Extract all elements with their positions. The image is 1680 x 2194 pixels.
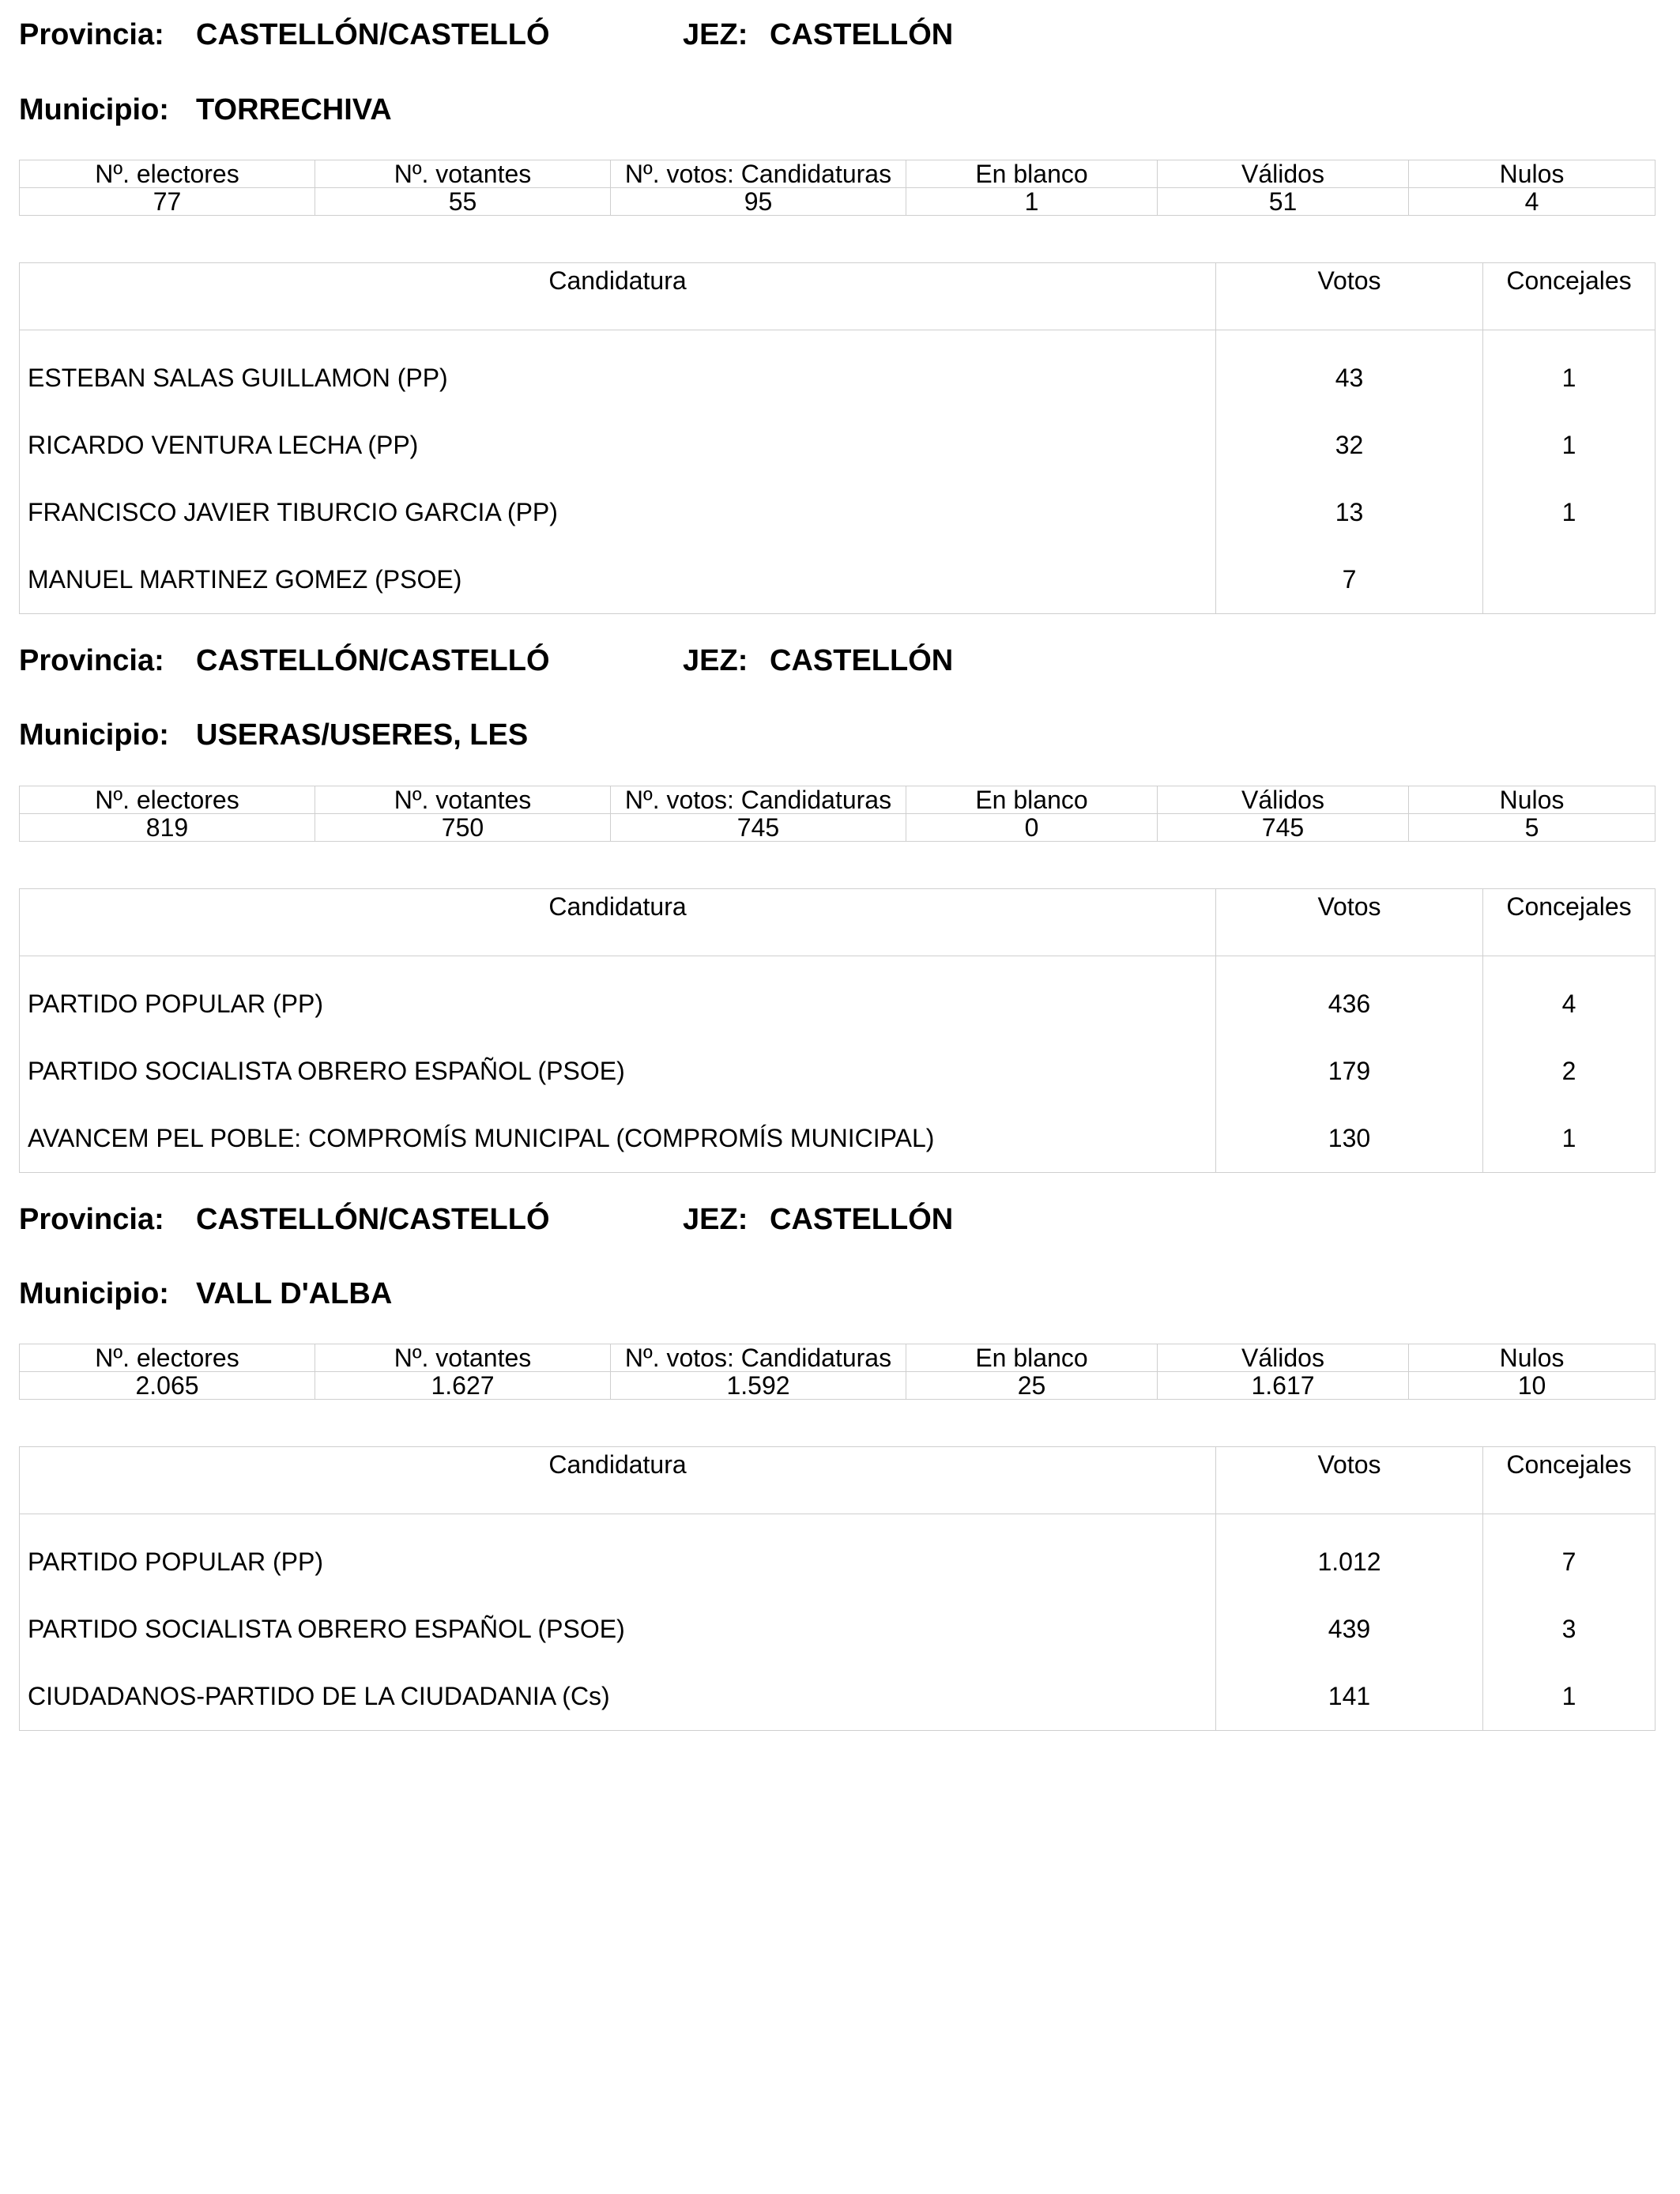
candidates-table	[19, 1446, 1656, 1731]
stats-value-cell: 745	[1158, 814, 1409, 842]
candidates-header-row	[20, 889, 1656, 956]
candidates-header-row	[20, 1447, 1656, 1514]
candidatura-header: Candidatura	[20, 1447, 1216, 1514]
concejales-header: Concejales	[1483, 889, 1656, 956]
concejales-header: Concejales	[1483, 263, 1656, 330]
candidates-table	[19, 888, 1656, 1173]
votos-header: Votos	[1216, 1447, 1483, 1514]
jez-value: CASTELLÓN	[770, 644, 954, 677]
stats-header-cell: Nulos	[1409, 160, 1656, 188]
stats-header-cell: Nulos	[1409, 1344, 1656, 1372]
candidates-header-row	[20, 263, 1656, 330]
candidate-name: FRANCISCO JAVIER TIBURCIO GARCIA (PP)	[20, 479, 1216, 546]
municipio-value: VALL D'ALBA	[196, 1277, 393, 1310]
candidate-concejales: 1	[1483, 1105, 1656, 1173]
stats-value-row	[20, 1372, 1656, 1400]
provincia-header	[19, 16, 1653, 54]
candidate-name: AVANCEM PEL POBLE: COMPROMÍS MUNICIPAL (COMPROMÍS MUNICIPAL)	[20, 1105, 1216, 1173]
stats-header-cell: Nº. electores	[20, 786, 315, 814]
jez-label: JEZ:	[683, 644, 748, 677]
candidate-votos: 439	[1216, 1596, 1483, 1663]
jez-value: CASTELLÓN	[770, 1203, 954, 1236]
candidate-votos: 141	[1216, 1663, 1483, 1731]
stats-value-row	[20, 188, 1656, 216]
candidatura-header: Candidatura	[20, 889, 1216, 956]
candidate-concejales: 1	[1483, 412, 1656, 479]
stats-header-cell: Nº. votantes	[315, 786, 611, 814]
concejales-header: Concejales	[1483, 1447, 1656, 1514]
candidate-votos: 179	[1216, 1038, 1483, 1105]
stats-table	[19, 1344, 1656, 1400]
stats-value-cell: 1.627	[315, 1372, 611, 1400]
candidate-row	[20, 956, 1656, 1039]
candidate-votos: 436	[1216, 956, 1483, 1039]
candidate-name: PARTIDO POPULAR (PP)	[20, 956, 1216, 1039]
candidate-votos: 7	[1216, 546, 1483, 614]
stats-value-cell: 1.617	[1158, 1372, 1409, 1400]
candidate-name: PARTIDO SOCIALISTA OBRERO ESPAÑOL (PSOE)	[20, 1596, 1216, 1663]
candidate-votos: 13	[1216, 479, 1483, 546]
stats-value-cell: 4	[1409, 188, 1656, 216]
municipio-label: Municipio:	[19, 93, 169, 126]
jez-value: CASTELLÓN	[770, 18, 954, 51]
provincia-label: Provincia:	[19, 1203, 164, 1236]
stats-value-cell: 5	[1409, 814, 1656, 842]
municipio-label: Municipio:	[19, 1277, 169, 1310]
stats-header-cell: Nº. votos: Candidaturas	[611, 160, 906, 188]
candidate-concejales: 1	[1483, 479, 1656, 546]
provincia-label: Provincia:	[19, 18, 164, 51]
stats-value-cell: 2.065	[20, 1372, 315, 1400]
municipio-header	[19, 1275, 1653, 1313]
candidate-concejales: 7	[1483, 1514, 1656, 1596]
candidate-name: RICARDO VENTURA LECHA (PP)	[20, 412, 1216, 479]
candidate-concejales: 1	[1483, 1663, 1656, 1731]
votos-header: Votos	[1216, 889, 1483, 956]
stats-header-cell: Nº. electores	[20, 1344, 315, 1372]
candidate-name: PARTIDO SOCIALISTA OBRERO ESPAÑOL (PSOE)	[20, 1038, 1216, 1105]
candidate-row	[20, 1038, 1656, 1105]
candidate-votos: 32	[1216, 412, 1483, 479]
stats-header-cell: Nulos	[1409, 786, 1656, 814]
stats-value-cell: 819	[20, 814, 315, 842]
jez-label: JEZ:	[683, 1203, 748, 1236]
votos-header: Votos	[1216, 263, 1483, 330]
stats-value-cell: 0	[906, 814, 1158, 842]
municipio-value: USERAS/USERES, LES	[196, 718, 529, 752]
stats-header-cell: En blanco	[906, 160, 1158, 188]
candidate-votos: 43	[1216, 330, 1483, 413]
stats-value-cell: 77	[20, 188, 315, 216]
provincia-value: CASTELLÓN/CASTELLÓ	[196, 18, 550, 51]
stats-header-row	[20, 786, 1656, 814]
candidate-name: CIUDADANOS-PARTIDO DE LA CIUDADANIA (Cs)	[20, 1663, 1216, 1731]
municipio-header	[19, 91, 1653, 129]
stats-value-cell: 51	[1158, 188, 1409, 216]
stats-value-cell: 745	[611, 814, 906, 842]
stats-header-cell: Nº. votantes	[315, 1344, 611, 1372]
stats-value-cell: 25	[906, 1372, 1158, 1400]
stats-header-cell: Válidos	[1158, 1344, 1409, 1372]
candidatura-header: Candidatura	[20, 263, 1216, 330]
candidate-name: ESTEBAN SALAS GUILLAMON (PP)	[20, 330, 1216, 413]
candidate-concejales: 4	[1483, 956, 1656, 1039]
stats-header-cell: Nº. votos: Candidaturas	[611, 786, 906, 814]
stats-value-cell: 1	[906, 188, 1158, 216]
stats-value-cell: 95	[611, 188, 906, 216]
stats-value-cell: 1.592	[611, 1372, 906, 1400]
stats-header-cell: Nº. votantes	[315, 160, 611, 188]
stats-header-cell: Válidos	[1158, 160, 1409, 188]
candidate-row	[20, 330, 1656, 413]
stats-header-row	[20, 160, 1656, 188]
stats-value-cell: 750	[315, 814, 611, 842]
candidate-votos: 1.012	[1216, 1514, 1483, 1596]
candidate-row	[20, 479, 1656, 546]
candidate-row	[20, 1514, 1656, 1596]
stats-header-cell: En blanco	[906, 1344, 1158, 1372]
candidate-concejales: 3	[1483, 1596, 1656, 1663]
provincia-value: CASTELLÓN/CASTELLÓ	[196, 1203, 550, 1236]
candidate-row	[20, 1663, 1656, 1731]
provincia-label: Provincia:	[19, 644, 164, 677]
candidate-row	[20, 1596, 1656, 1663]
stats-header-cell: Nº. votos: Candidaturas	[611, 1344, 906, 1372]
stats-table	[19, 786, 1656, 842]
stats-table	[19, 160, 1656, 216]
stats-header-row	[20, 1344, 1656, 1372]
municipio-value: TORRECHIVA	[196, 93, 392, 126]
municipio-header	[19, 716, 1653, 754]
candidate-name: PARTIDO POPULAR (PP)	[20, 1514, 1216, 1596]
provincia-value: CASTELLÓN/CASTELLÓ	[196, 644, 550, 677]
municipio-label: Municipio:	[19, 718, 169, 752]
candidate-concejales: 1	[1483, 330, 1656, 413]
stats-header-cell: En blanco	[906, 786, 1158, 814]
candidate-concejales: 2	[1483, 1038, 1656, 1105]
stats-value-row	[20, 814, 1656, 842]
candidate-name: MANUEL MARTINEZ GOMEZ (PSOE)	[20, 546, 1216, 614]
stats-header-cell: Válidos	[1158, 786, 1409, 814]
stats-value-cell: 55	[315, 188, 611, 216]
candidate-row	[20, 1105, 1656, 1173]
candidate-row	[20, 546, 1656, 614]
provincia-header	[19, 642, 1653, 680]
candidates-table	[19, 262, 1656, 614]
candidate-row	[20, 412, 1656, 479]
jez-label: JEZ:	[683, 18, 748, 51]
stats-value-cell: 10	[1409, 1372, 1656, 1400]
stats-header-cell: Nº. electores	[20, 160, 315, 188]
candidate-concejales	[1483, 546, 1656, 614]
provincia-header	[19, 1201, 1653, 1238]
candidate-votos: 130	[1216, 1105, 1483, 1173]
